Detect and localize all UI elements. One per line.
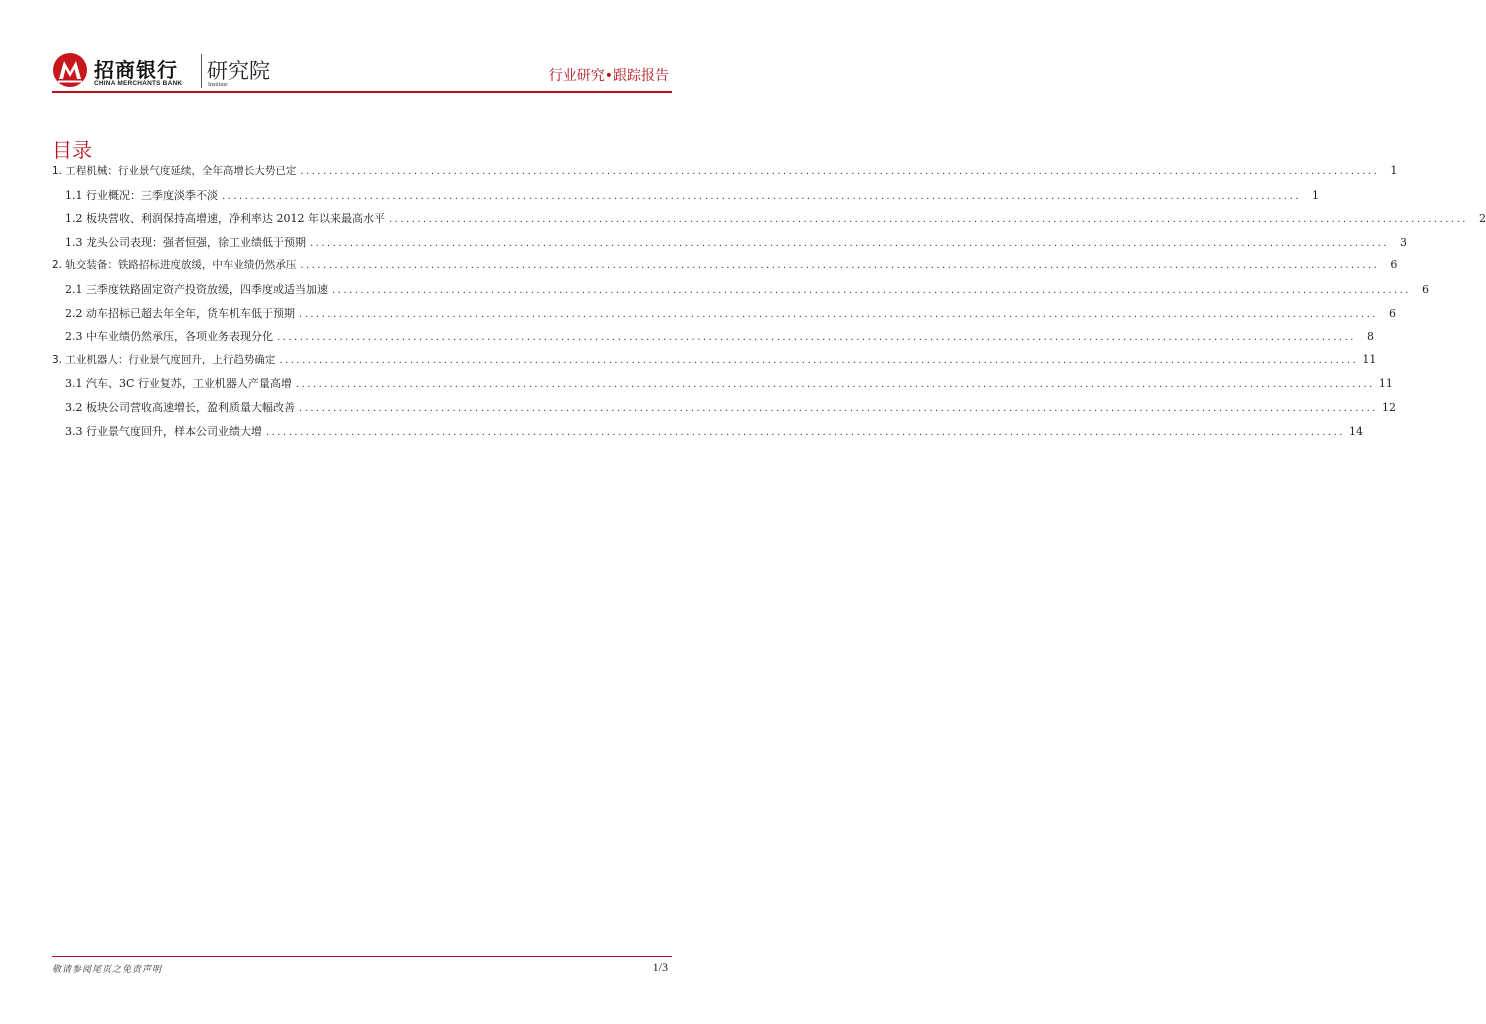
disclaimer-note: 敬请参阅尾页之免责声明 <box>52 965 163 975</box>
china-merchants-bank-logo-icon <box>52 52 88 88</box>
toc-entry-page: 6 <box>1390 258 1398 272</box>
toc-leader-dots: .............................................................................................................................................................................................. <box>266 426 1345 438</box>
toc-entry[interactable] <box>52 163 1398 187</box>
toc-entry-text: 1. 工程机械：行业景气度延续，全年高增长大势已定 <box>52 165 297 177</box>
toc-entry-text: 1.1 行业概况：三季度淡季不淡 <box>65 188 218 202</box>
toc-entry-text: 1.3 龙头公司表现：强者恒强，徐工业绩低于预期 <box>65 235 306 249</box>
toc-leader-dots: .............................................................................................................................................................................................. <box>295 379 1375 391</box>
toc-entry-page: 6 <box>1388 306 1396 320</box>
toc-entry-text: 3. 工业机器人：行业景气度回升，上行趋势确定 <box>52 353 276 366</box>
toc-entry[interactable] <box>52 375 1393 399</box>
footer-rule <box>52 956 672 957</box>
toc-entry[interactable] <box>52 352 1377 376</box>
report-type-label: 行业研究•跟踪报告 <box>548 68 669 84</box>
toc-entry-text: 2. 轨交装备：铁路招标进度放缓，中车业绩仍然承压 <box>52 259 297 272</box>
toc-entry[interactable] <box>52 234 1407 258</box>
logo-divider <box>201 54 202 88</box>
table-of-contents <box>52 163 1486 446</box>
toc-leader-dots: .............................................................................................................................................................................................. <box>300 260 1380 272</box>
page-number: 1/3 <box>652 960 668 974</box>
page-header <box>0 0 724 96</box>
toc-entry[interactable] <box>52 187 1319 211</box>
toc-entry-text: 3.2 板块公司营收高速增长，盈利质量大幅改善 <box>65 400 295 414</box>
toc-entry[interactable] <box>52 328 1374 352</box>
toc-entry-page: 12 <box>1381 400 1396 414</box>
toc-entry[interactable] <box>52 281 1429 305</box>
toc-entry[interactable] <box>52 305 1396 329</box>
toc-leader-dots: .............................................................................................................................................................................................. <box>299 308 1378 320</box>
toc-leader-dots: .............................................................................................................................................................................................. <box>222 190 1301 202</box>
toc-leader-dots: .............................................................................................................................................................................................. <box>299 402 1378 414</box>
bank-name-en: CHINA MERCHANTS BANK <box>94 80 183 87</box>
toc-entry[interactable] <box>52 210 1486 234</box>
toc-entry-page: 6 <box>1421 282 1429 296</box>
toc-entry[interactable] <box>52 423 1363 447</box>
toc-title: 目录 <box>52 138 92 162</box>
toc-leader-dots: .............................................................................................................................................................................................. <box>277 332 1356 344</box>
toc-entry[interactable] <box>52 257 1398 281</box>
toc-entry-page: 3 <box>1399 235 1407 249</box>
toc-entry-text: 3.3 行业景气度回升，样本公司业绩大增 <box>65 424 262 438</box>
institute-name-cn: 研究院 <box>207 59 270 83</box>
toc-entry-page: 11 <box>1362 352 1377 366</box>
toc-entry-text: 1.2 板块营收、利润保持高增速，净利率达 2012 年以来最高水平 <box>65 212 385 226</box>
toc-entry-page: 8 <box>1366 330 1374 344</box>
toc-entry-text: 3.1 汽车、3C 行业复苏，工业机器人产量高增 <box>65 377 292 391</box>
header-rule <box>52 91 672 93</box>
toc-entry-page: 1 <box>1390 164 1398 177</box>
toc-entry-page: 2 <box>1478 212 1486 226</box>
toc-entry-text: 2.1 三季度铁路固定资产投资放缓，四季度或适当加速 <box>65 282 328 296</box>
toc-entry[interactable] <box>52 399 1396 423</box>
bank-name-cn: 招商银行 <box>94 58 178 82</box>
toc-leader-dots: .............................................................................................................................................................................................. <box>332 284 1411 296</box>
toc-leader-dots: .............................................................................................................................................................................................. <box>300 166 1380 177</box>
toc-entry-text: 2.3 中车业绩仍然承压，各项业务表现分化 <box>65 330 273 344</box>
toc-entry-page: 14 <box>1348 424 1363 438</box>
toc-entry-page: 1 <box>1311 188 1319 202</box>
toc-entry-page: 11 <box>1378 377 1393 391</box>
toc-leader-dots: .............................................................................................................................................................................................. <box>279 354 1359 366</box>
toc-leader-dots: .............................................................................................................................................................................................. <box>388 214 1468 226</box>
toc-entry-text: 2.2 动车招标已超去年全年，货车机车低于预期 <box>65 306 295 320</box>
institute-name-en: Institute <box>208 82 228 88</box>
toc-leader-dots: .............................................................................................................................................................................................. <box>310 237 1389 249</box>
